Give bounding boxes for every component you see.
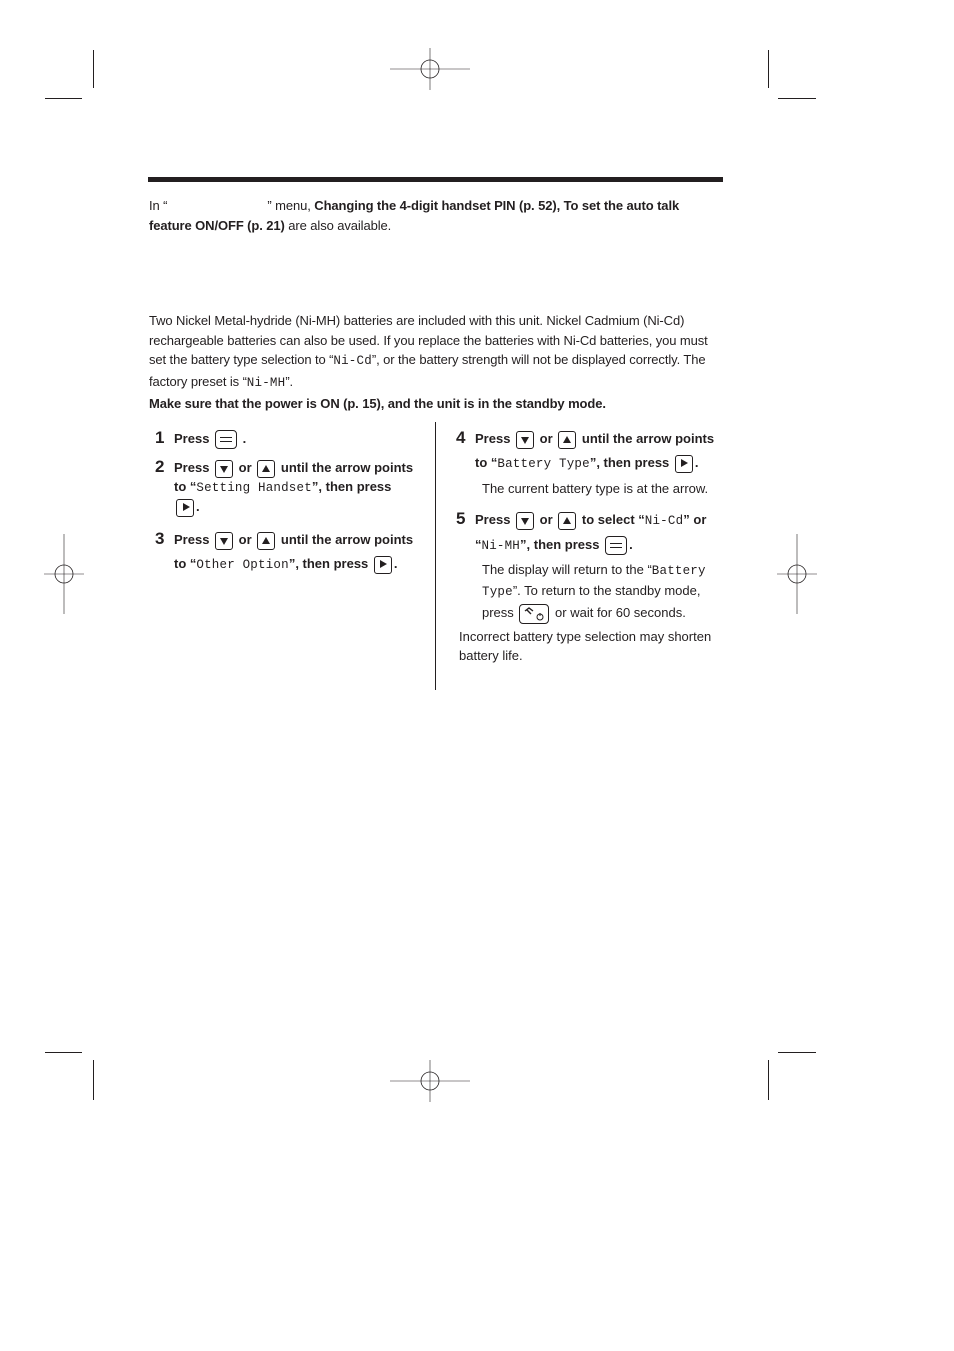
step-4-note: The current battery type is at the arrow. [482, 481, 709, 496]
crop-mark [768, 1060, 769, 1100]
step-number: 1 [155, 428, 165, 447]
step-1: Press . [174, 427, 424, 451]
down-arrow-key-icon [215, 532, 233, 550]
up-arrow-key-icon [257, 460, 275, 478]
step-3: Press or until the arrow points to “Other Option”, then press . [174, 532, 414, 572]
registration-mark-icon [777, 534, 817, 614]
registration-mark-icon [390, 1060, 470, 1102]
step-number: 3 [155, 529, 165, 548]
right-arrow-key-icon [675, 455, 693, 473]
step-number: 4 [456, 428, 466, 447]
crop-mark [45, 98, 82, 99]
end-power-key-icon [519, 604, 549, 624]
up-arrow-key-icon [558, 431, 576, 449]
crop-mark [45, 1052, 82, 1053]
step-number: 2 [155, 457, 165, 476]
step-number: 5 [456, 509, 466, 528]
step-5-note: The display will return to the “Battery Type”. To return to the standby mode, press or wait for 60 seconds. [482, 560, 722, 624]
down-arrow-key-icon [516, 512, 534, 530]
right-arrow-key-icon [374, 556, 392, 574]
battery-warning-note: Incorrect battery type selection may shorten battery life. [459, 629, 712, 663]
column-divider [435, 422, 436, 690]
step-4: Press or until the arrow points to “Battery Type”, then press . [475, 431, 715, 471]
down-arrow-key-icon [215, 460, 233, 478]
crop-mark [778, 1052, 816, 1053]
menu-key-icon [215, 430, 237, 449]
step-5: Press or to select “Ni-Cd” or “Ni-MH”, then press . [475, 508, 725, 558]
registration-mark-icon [44, 534, 84, 614]
standby-notice: Make sure that the power is ON (p. 15), and the unit is in the standby mode. [149, 396, 606, 411]
right-arrow-key-icon [176, 499, 194, 517]
step-2: Press or until the arrow points to “Setting Handset”, then press . [174, 456, 426, 519]
section-top-rule [148, 177, 723, 182]
menu-key-icon [605, 536, 627, 555]
intro-paragraph: In “ ” menu, Changing the 4-digit handset PIN (p. 52), To set the auto talk feature ON/OFF (p. 21) are also available. [149, 198, 680, 233]
crop-mark [778, 98, 816, 99]
intro-bold-links: Changing the 4-digit handset PIN (p. 52), To set the auto talk feature ON/OFF (p. 21) [149, 198, 680, 233]
battery-type-paragraph: Two Nickel Metal-hydride (Ni-MH) batteries are included with this unit. Nickel Cadmium (Ni-Cd) rechargeable batteries can also be used. If you replace the batteries with Ni-Cd batteries, you must set the battery type selection to “Ni-Cd”, or the battery strength will not be displayed correctly. The factory preset is “Ni-MH”. [149, 313, 708, 390]
crop-mark [93, 50, 94, 88]
down-arrow-key-icon [516, 431, 534, 449]
crop-mark [768, 50, 769, 88]
up-arrow-key-icon [558, 512, 576, 530]
crop-mark [93, 1060, 94, 1100]
registration-mark-icon [390, 48, 470, 90]
up-arrow-key-icon [257, 532, 275, 550]
